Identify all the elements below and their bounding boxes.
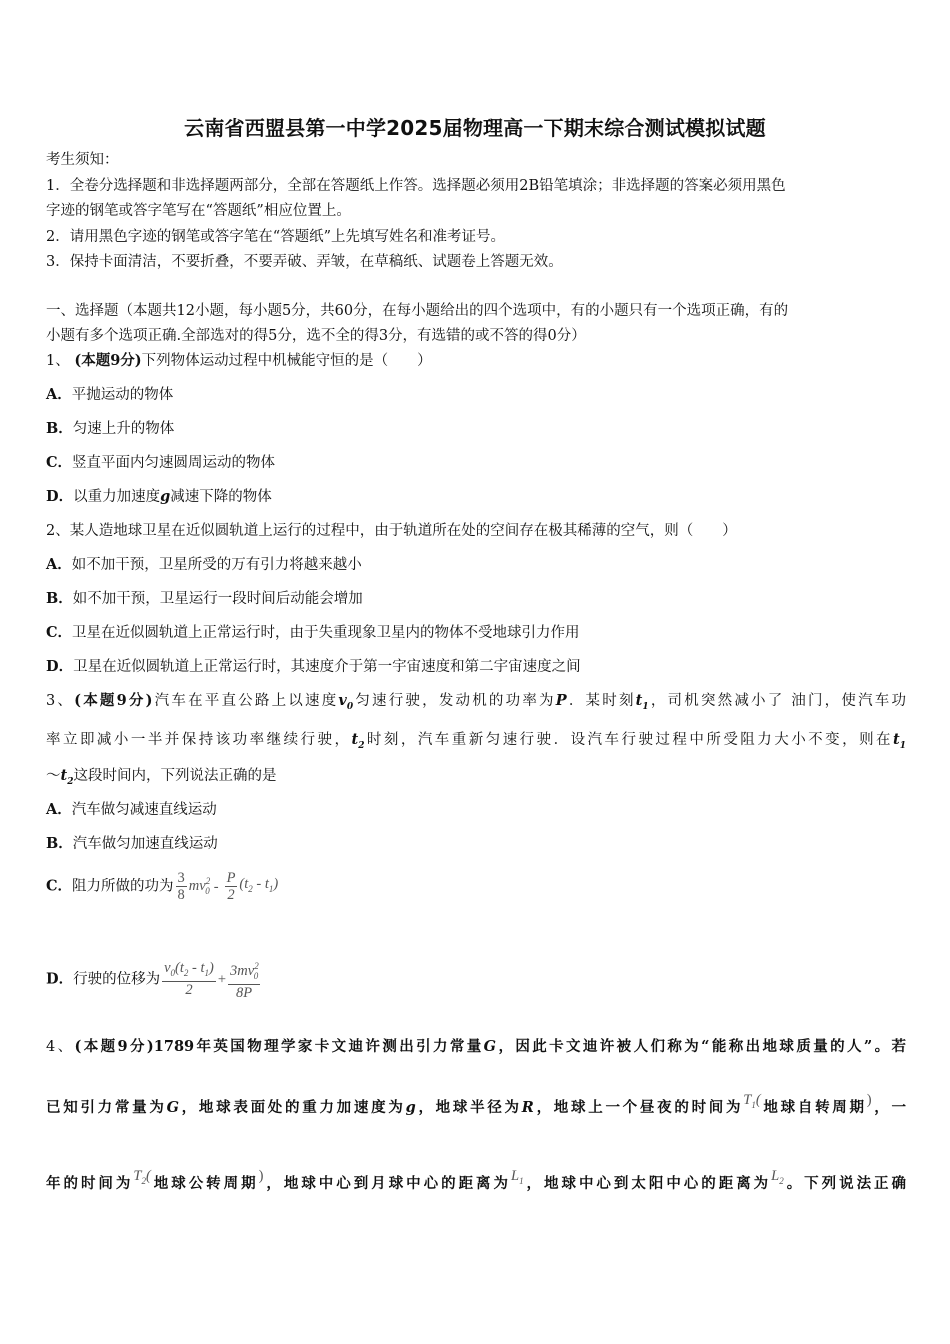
question-text: ，地球中心到月球中心的距离为 [263,1175,511,1192]
notice-item: 3．保持卡面清洁，不要折叠，不要弄破、弄皱，在草稿纸、试题卷上答题无效。 [46,254,563,270]
fraction-3mv-8p: $\frac{3mv^2_0}{8P}$ [228,958,260,1001]
variable-g: g [405,1099,416,1116]
option-text: 卫星在近似圆轨道上正常运行时，由于失重现象卫星内的物体不受地球引力作用 [72,625,580,641]
option-label: A． [46,556,72,573]
option-a[interactable] [46,800,217,820]
option-text: 竖直平面内匀速圆周运动的物体 [72,455,276,471]
option-text: 如不加干预，卫星运行一段时间后动能会增加 [72,591,363,607]
question-text: ，地球中心到太阳中心的距离为 [523,1175,772,1192]
question-3-stem-line1 [46,691,906,717]
option-label: C． [46,624,73,641]
option-c[interactable] [46,870,278,903]
plus-sign: + [217,971,227,988]
notice-item: 2．请用黑色字迹的钢笔或答字笔在“答题纸”上先填写姓名和准考证号。 [46,229,506,245]
question-score: (本题9分) [74,692,153,709]
option-text: 行驶的位移为 [73,971,161,988]
question-text: 率立即减小一半并保持该功率继续行驶， [46,732,352,748]
variable-l1: $L_1$ [511,1168,524,1186]
question-text: ～ [46,768,61,784]
paren: ) [258,1168,264,1184]
paren: ) [866,1092,872,1108]
minus-sign: - [213,878,219,895]
fraction-p-2: $\frac{P}{2}$ [226,870,236,903]
question-3-stem-line3 [46,766,276,792]
question-text: ，一 [871,1099,907,1116]
variable-t1: $T_1$( [743,1092,761,1110]
option-label: D． [46,970,74,988]
question-text: 已知引力常量为 [46,1099,167,1116]
question-text: 这段时间内，下列说法正确的是 [73,768,277,784]
question-text: 下列物体运动过程中机械能守恒的是（ ） [141,353,432,369]
question-number: 1、 [46,353,70,369]
question-text: 时刻，汽车重新匀速行驶．设汽车行驶过程中所受阻力大小不变，则在 [364,732,894,748]
option-label: B． [46,835,73,852]
option-label: A． [46,801,72,818]
option-label: B． [46,420,73,437]
option-a[interactable] [46,385,173,405]
option-text: 汽车做匀加速直线运动 [72,836,218,852]
question-text: ，司机突然减小了 油门，使汽车功 [648,693,906,709]
option-text: 匀速上升的物体 [72,421,175,437]
question-number: 4、 [46,1039,75,1055]
option-label: C． [46,877,73,895]
variable-g-const: G [166,1099,179,1116]
option-b[interactable] [46,834,218,854]
option-d[interactable] [46,958,262,1001]
variable-g-const: G [483,1038,497,1055]
option-d[interactable] [46,657,581,677]
question-text: ，地球表面处的重力加速度为 [178,1099,406,1116]
option-text: 阻力所做的功为 [72,878,174,895]
question-text: 地球自转周期 [760,1099,867,1116]
fraction-displacement: $\frac{v_0(t_2 - t_1)}{2}$ [164,960,214,999]
option-c[interactable] [46,623,580,643]
question-4-stem-line1 [46,1037,906,1057]
variable-t1: $t_1$ [893,731,906,751]
variable-r: R [521,1099,534,1116]
section-intro: 小题有多个选项正确.全部选对的得5分，选不全的得3分，有选错的或不答的得0分） [46,328,586,344]
notice-heading: 考生须知： [46,152,119,168]
option-c[interactable] [46,453,275,473]
variable-t1: $t_1$ [635,692,649,712]
question-4-stem-line3 [46,1168,907,1199]
option-text: 平抛运动的物体 [71,387,174,403]
option-label: C． [46,454,73,471]
variable-t2: $t_2$ [60,767,74,787]
question-4-stem-line2 [46,1092,907,1123]
page-title: 云南省西盟县第一中学2025届物理高一下期末综合测试模拟试题 [184,116,766,140]
option-text: 卫星在近似圆轨道上正常运行时，其速度介于第一宇宙速度和第二宇宙速度之间 [73,659,581,675]
option-label: B． [46,590,73,607]
variable-v0: $v_0$ [338,692,354,712]
variable-l2: $L_2$ [771,1168,784,1186]
option-label: A． [46,386,72,403]
question-score: (本题9分) [74,352,142,369]
notice-item: 1．全卷分选择题和非选择题两部分，全部在答题纸上作答。选择题必须用2B铅笔填涂；非选择题的答案必须用黑色 [46,178,786,194]
option-text: 汽车做匀减速直线运动 [71,802,217,818]
notice-item: 字迹的钢笔或答字笔写在“答题纸”相应位置上。 [46,203,351,219]
option-b[interactable] [46,419,174,439]
question-text: 汽车在平直公路上以速度 [152,693,339,709]
variable-g: g [160,488,171,505]
option-a[interactable] [46,555,362,575]
formula-term: $(t_2 - t_1)$ [239,876,279,894]
variable-t2: $T_2$( [133,1168,151,1186]
question-text: ．某时刻 [566,693,636,709]
formula-term: $mv^2_0$ [188,876,211,897]
question-text: 1789年英国物理学家卡文迪许测出引力常量 [153,1038,484,1055]
question-number: 3、 [46,693,75,709]
question-text: 地球公转周期 [150,1175,259,1192]
fraction-3-8: $\frac{3}{8}$ [177,870,185,903]
question-text: ，地球半径为 [415,1099,522,1116]
variable-p: P [555,692,567,709]
option-text: 以重力加速度 [73,489,161,505]
option-d[interactable] [46,487,272,507]
question-text: ，因此卡文迪许被人们称为“能称出地球质量的人”。若 [496,1038,906,1055]
question-text: 。下列说法正确 [783,1175,907,1192]
question-3-stem-line2 [46,730,906,756]
question-text: ，地球上一个昼夜的时间为 [533,1099,744,1116]
question-score: (本题9分) [74,1038,154,1055]
variable-t2: $t_2$ [351,731,365,751]
option-b[interactable] [46,589,363,609]
section-intro: 一、选择题（本题共12小题，每小题5分，共60分，在每小题给出的四个选项中，有的小题只有一个选项正确，有的 [46,303,789,319]
option-label: D． [46,488,74,505]
question-text: 年的时间为 [46,1175,134,1192]
option-text: 如不加干预，卫星所受的万有引力将越来越小 [71,557,362,573]
option-label: D． [46,658,74,675]
question-2-stem: 2、某人造地球卫星在近似圆轨道上运行的过程中，由于轨道所在处的空间存在极其稀薄的空气，则（ ） [46,523,737,539]
question-1-stem [46,351,432,371]
question-text: 匀速行驶，发动机的功率为 [353,693,556,709]
option-text: 减速下降的物体 [170,489,272,505]
